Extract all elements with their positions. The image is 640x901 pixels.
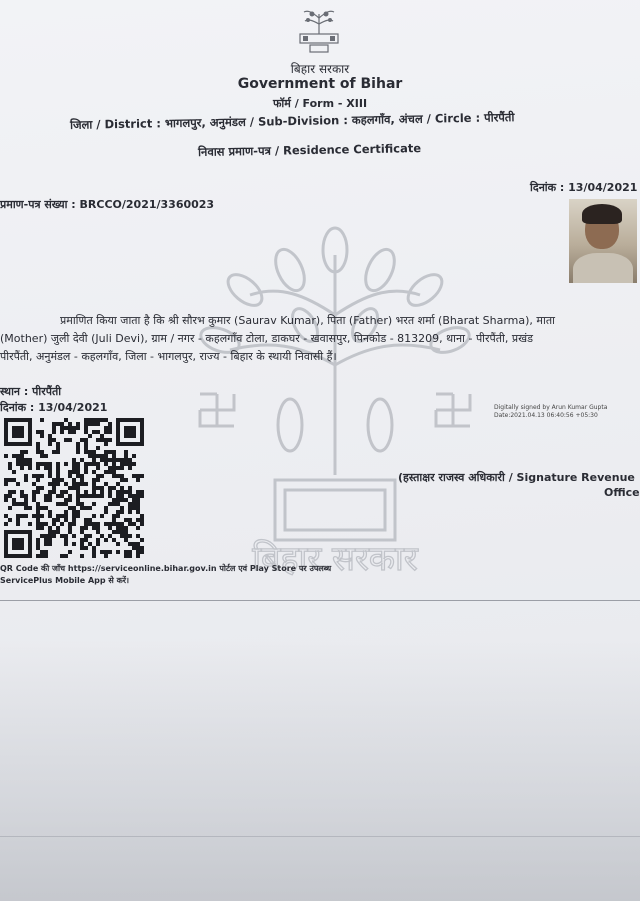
signature-label: (हस्ताक्षर राजस्व अधिकारी / Signature Revenue (398, 471, 635, 484)
certificate-title: निवास प्रमाण-पत्र / Residence Certificate (197, 141, 422, 159)
district-line: जिला / District : भागलपुर, अनुमंडल / Sub-Division : कहलगाँव, अंचल / Circle : पीरपैंती (69, 110, 515, 132)
signature-label-office: Office (604, 486, 640, 499)
body-line-2: (Mother) जुली देवी (Juli Devi), ग्राम / नगर - कहलगाँव टोला, डाकघर - खवासपुर, पिनकोड - 813209, थाना - पीरपैंती, प्रखंड (0, 332, 534, 345)
applicant-photo (569, 199, 637, 283)
qr-note-line-2: ServicePlus Mobile App से करें। (0, 576, 130, 585)
watermark-text: बिहार सरकार (252, 539, 418, 579)
photo-shadow (0, 640, 640, 901)
qr-note-line-1: QR Code की जाँच https://serviceonline.bihar.gov.in पोर्टल एवं Play Store पर उपलब्ध (0, 564, 332, 573)
digital-signature-date: Date:2021.04.13 06:40:56 +05:30 (494, 412, 598, 419)
body-line-3: पीरपैंती, अनुमंडल - कहलगाँव, जिला - भागलपुर, राज्य - बिहार के स्थायी निवासी हैं। (0, 350, 337, 363)
page-edge-line (0, 600, 640, 601)
qr-code[interactable] (4, 418, 144, 558)
digital-signature-name: Digitally signed by Arun Kumar Gupta (494, 404, 608, 411)
hindi-title: बिहार सरकार (290, 62, 350, 76)
place: स्थान : पीरपैंती (0, 385, 62, 398)
form-number: फॉर्म / Form - XIII (272, 97, 368, 110)
bihar-emblem-icon (290, 4, 348, 56)
issue-date: दिनांक : 13/04/2021 (0, 401, 108, 414)
government-title: Government of Bihar (237, 76, 403, 92)
digital-signature (494, 404, 607, 420)
qr-verification-note (0, 563, 331, 587)
watermark-logo-icon (190, 225, 480, 580)
certificate-number: प्रमाण-पत्र संख्या : BRCCO/2021/3360023 (0, 198, 215, 211)
page-fold-line (0, 836, 640, 837)
issue-date-top: दिनांक : 13/04/2021 (530, 181, 638, 194)
body-line-1: प्रमाणित किया जाता है कि श्री सौरभ कुमार (Saurav Kumar), पिता (Father) भरत शर्मा (Bharat Sharma), माता (60, 314, 555, 327)
